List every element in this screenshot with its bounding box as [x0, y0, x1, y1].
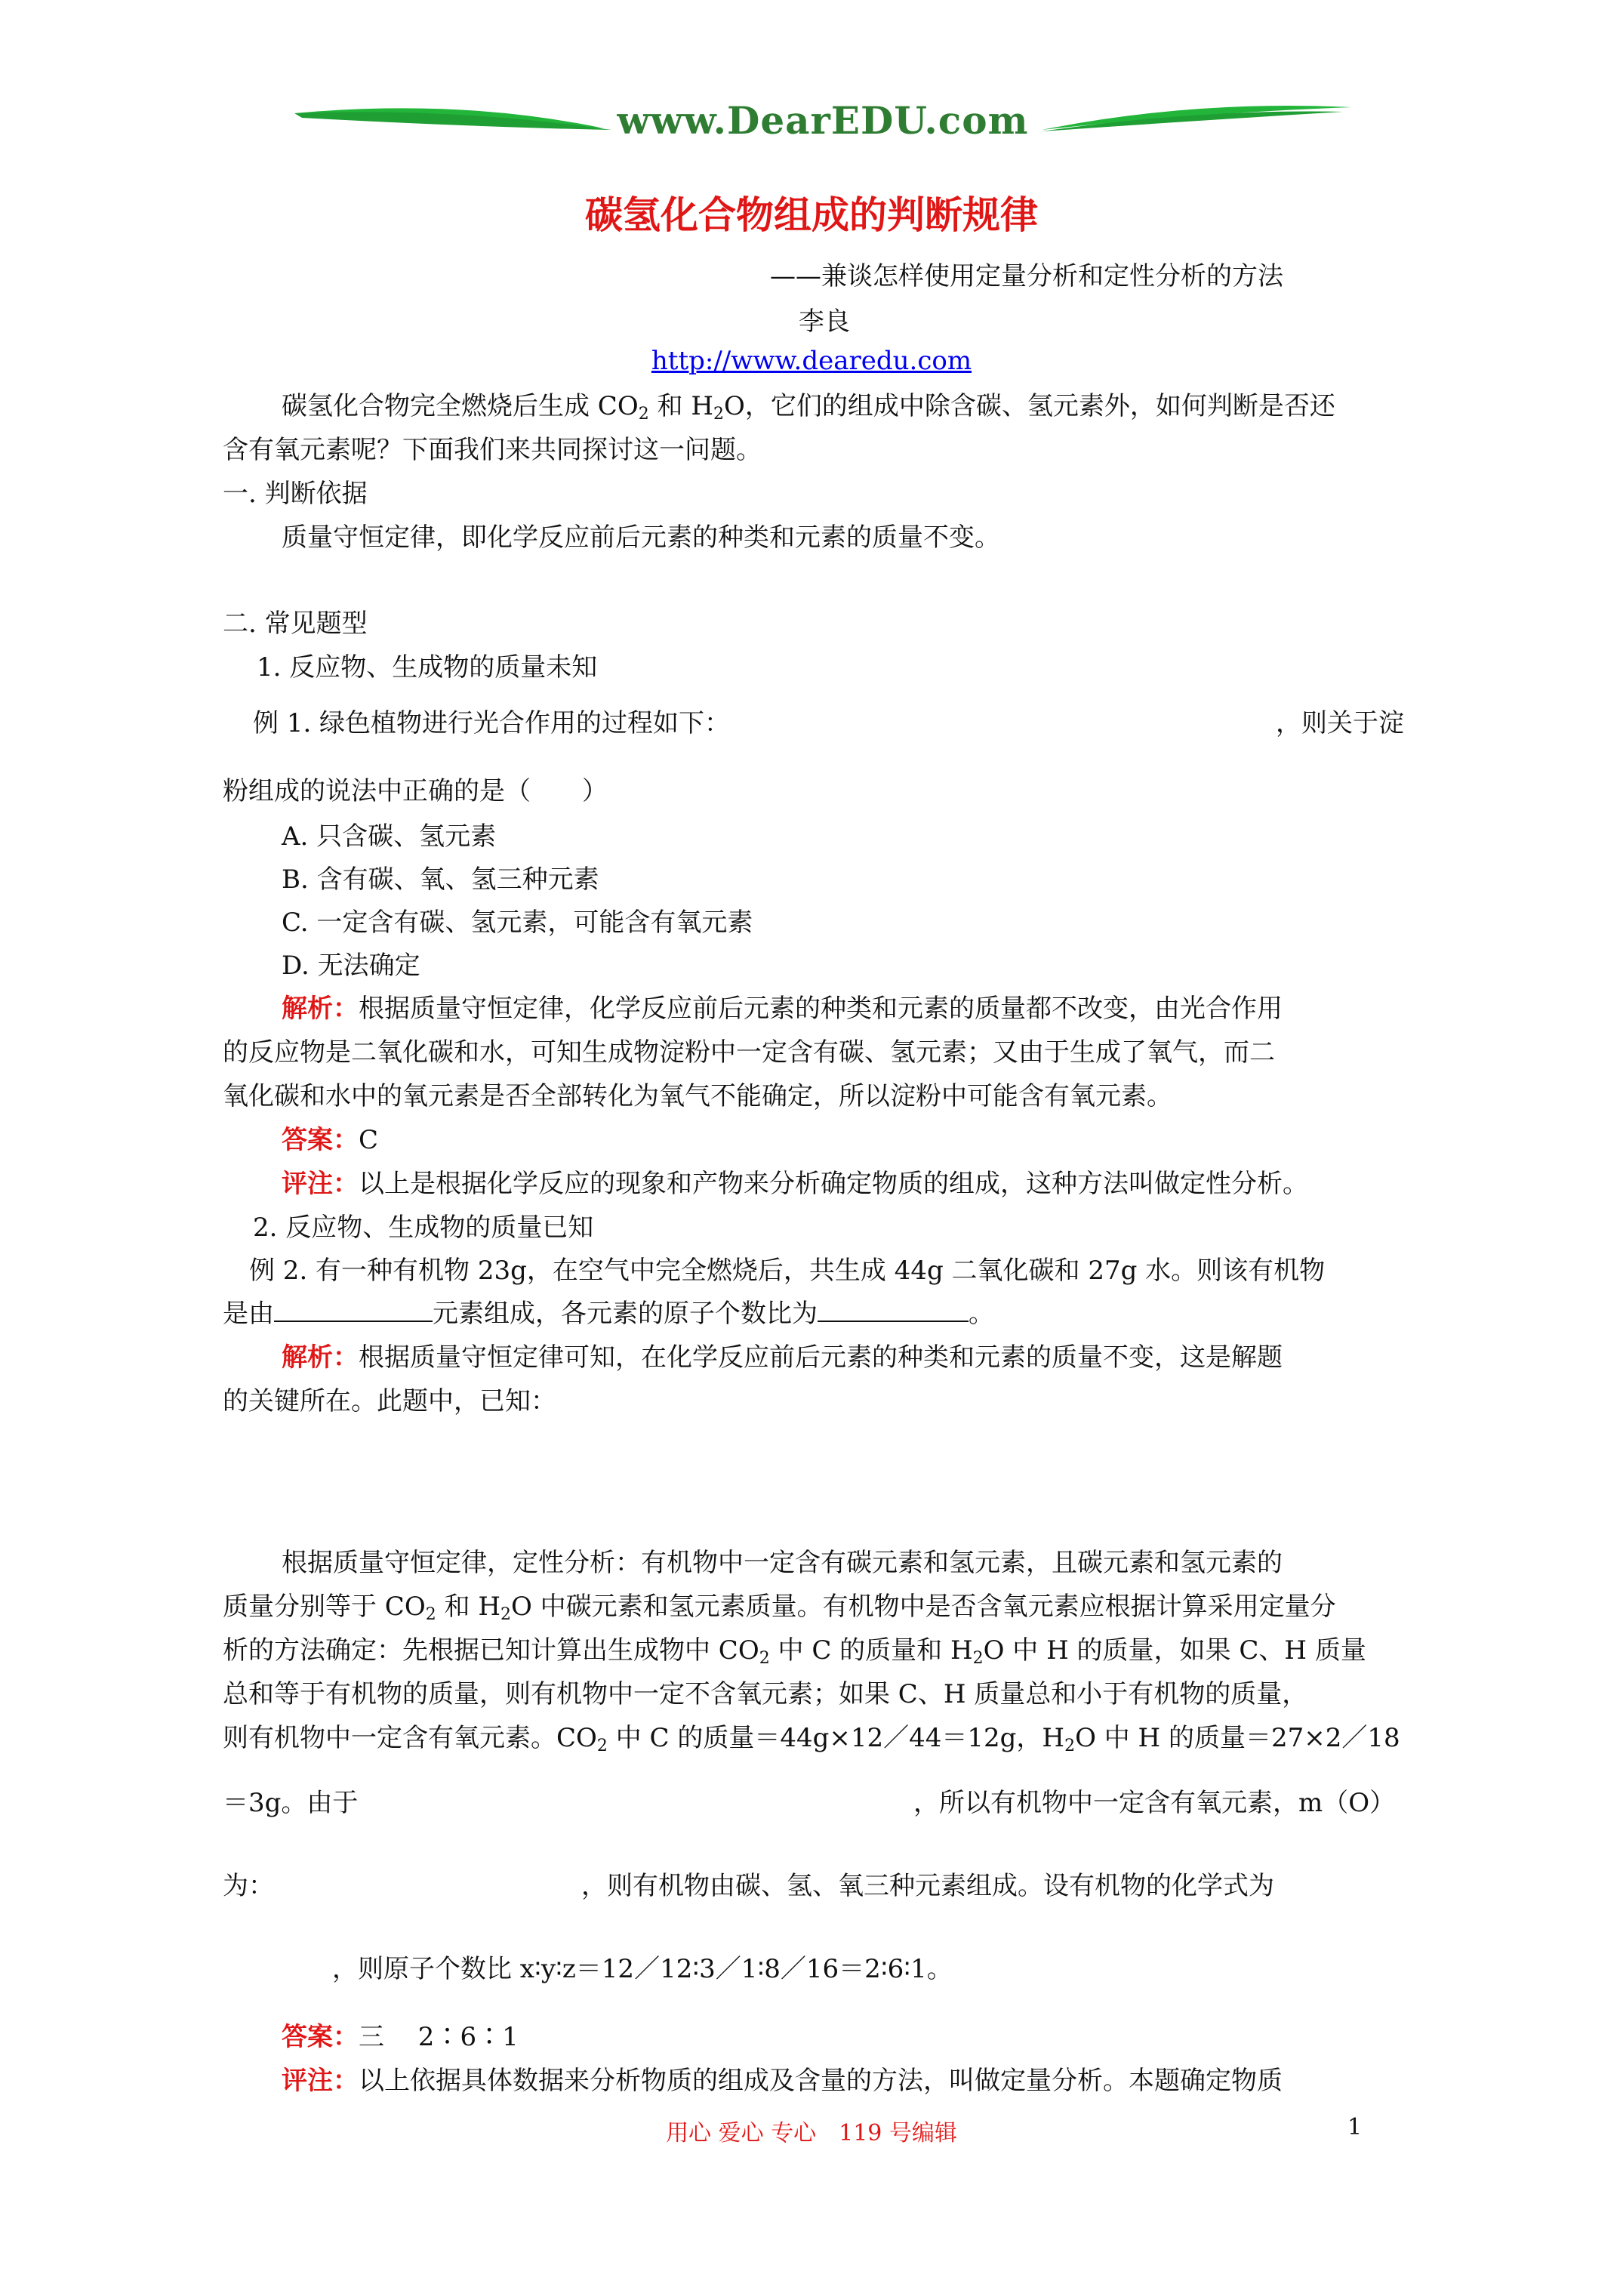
paragraph-3-line-6a: ＝3g。由于 [223, 1788, 359, 1818]
option-d: D. 无法确定 [282, 951, 420, 981]
analysis-1-line-2: 的反应物是二氧化碳和水，可知生成物淀粉中一定含有碳、氢元素；又由于生成了氧气，而二 [223, 1037, 1275, 1068]
paragraph-3-line-6b: ，所以有机物中一定含有氧元素，m（O） [913, 1788, 1396, 1818]
paragraph-3-line-5: 则有机物中一定含有氧元素。$CO_2$ 中 C 的质量＝44g×12／44＝12g，$H_2O$ 中 H 的质量＝27×2／18 [223, 1723, 1400, 1755]
paragraph-3-line-8: ，则原子个数比 x∶y∶z＝12／12∶3／1∶8／16＝2∶6∶1。 [332, 1954, 953, 1984]
comment-2: 评注：以上依据具体数据来分析物质的组成及含量的方法，叫做定量分析。本题确定物质 [282, 2066, 1283, 2096]
paragraph-3-line-7a: 为： [223, 1871, 274, 1901]
option-a: A. 只含碳、氢元素 [282, 821, 497, 852]
answer-blank-2 [818, 1298, 969, 1322]
example-1-line-1: 例 1. 绿色植物进行光合作用的过程如下： [253, 708, 731, 738]
example-1-line-1-end: ，则关于淀 [1276, 708, 1404, 738]
site-banner [287, 91, 1359, 159]
analysis-1-line-1: 解析：根据质量守恒定律，化学反应前后元素的种类和元素的质量都不改变，由光合作用 [282, 994, 1283, 1024]
intro-line-2: 含有氧元素呢？下面我们来共同探讨这一问题。 [223, 435, 762, 465]
intro-line-1: 碳氢化合物完全燃烧后生成 $CO_2$ 和 $H_2O$，它们的组成中除含碳、氢元素外，如何判断是否还 [282, 391, 1335, 424]
subheading-1: 1. 反应物、生成物的质量未知 [257, 652, 598, 683]
paragraph-3-line-4: 总和等于有机物的质量，则有机物中一定不含氧元素；如果 C、H 质量总和小于有机物的质量， [223, 1679, 1308, 1709]
example-2-line-2: 是由 元素组成，各元素的原子个数比为 。 [223, 1299, 994, 1329]
analysis-2-line-2: 的关键所在。此题中，已知： [223, 1386, 556, 1416]
example-1-line-2: 粉组成的说法中正确的是（ ） [223, 776, 608, 806]
option-c: C. 一定含有碳、氢元素，可能含有氧元素 [282, 908, 753, 938]
answer-2: 答案：三 2∶6∶1 [282, 2022, 519, 2052]
option-b: B. 含有碳、氧、氢三种元素 [282, 864, 599, 895]
paragraph-3-line-2: 质量分别等于 $CO_2$ 和 $H_2O$ 中碳元素和氢元素质量。有机物中是否含氧元素应根据计算采用定量分 [223, 1592, 1336, 1624]
comment-1: 评注：以上是根据化学反应的现象和产物来分析确定物质的组成，这种方法叫做定性分析。 [282, 1169, 1308, 1199]
paragraph-3-line-1: 根据质量守恒定律，定性分析：有机物中一定含有碳元素和氢元素，且碳元素和氢元素的 [282, 1548, 1283, 1578]
answer-blank-1 [274, 1298, 433, 1322]
footer-text: 用心 爱心 专心 119 号编辑 [666, 2120, 957, 2147]
section-1-text: 质量守恒定律，即化学反应前后元素的种类和元素的质量不变。 [282, 522, 1000, 553]
subtitle: ——兼谈怎样使用定量分析和定性分析的方法 [770, 261, 1283, 291]
section-heading-1: 一. 判断依据 [223, 479, 368, 509]
subheading-2: 2. 反应物、生成物的质量已知 [253, 1213, 594, 1243]
analysis-2-line-1: 解析：根据质量守恒定律可知，在化学反应前后元素的种类和元素的质量不变，这是解题 [282, 1342, 1283, 1373]
banner-logo-text[interactable]: www.DearEDU.com [617, 98, 1029, 143]
author: 李良 [799, 307, 850, 337]
answer-1: 答案：C [282, 1125, 379, 1155]
analysis-1-line-3: 氧化碳和水中的氧元素是否全部转化为氧气不能确定，所以淀粉中可能含有氧元素。 [223, 1081, 1172, 1111]
paragraph-3-line-3: 析的方法确定：先根据已知计算出生成物中 $CO_2$ 中 C 的质量和 $H_2O$ 中 H 的质量，如果 C、H 质量 [223, 1635, 1366, 1668]
page-number: 1 [1347, 2114, 1363, 2140]
source-link[interactable]: http://www.dearedu.com [651, 346, 972, 376]
paragraph-3-line-7b: ，则有机物由碳、氢、氧三种元素组成。设有机物的化学式为 [581, 1871, 1274, 1901]
section-heading-2: 二. 常见题型 [223, 609, 368, 639]
page-title: 碳氢化合物组成的判断规律 [585, 193, 1038, 237]
example-2-line-1: 例 2. 有一种有机物 23g，在空气中完全燃烧后，共生成 44g 二氧化碳和 27g 水。则该有机物 [249, 1256, 1326, 1286]
